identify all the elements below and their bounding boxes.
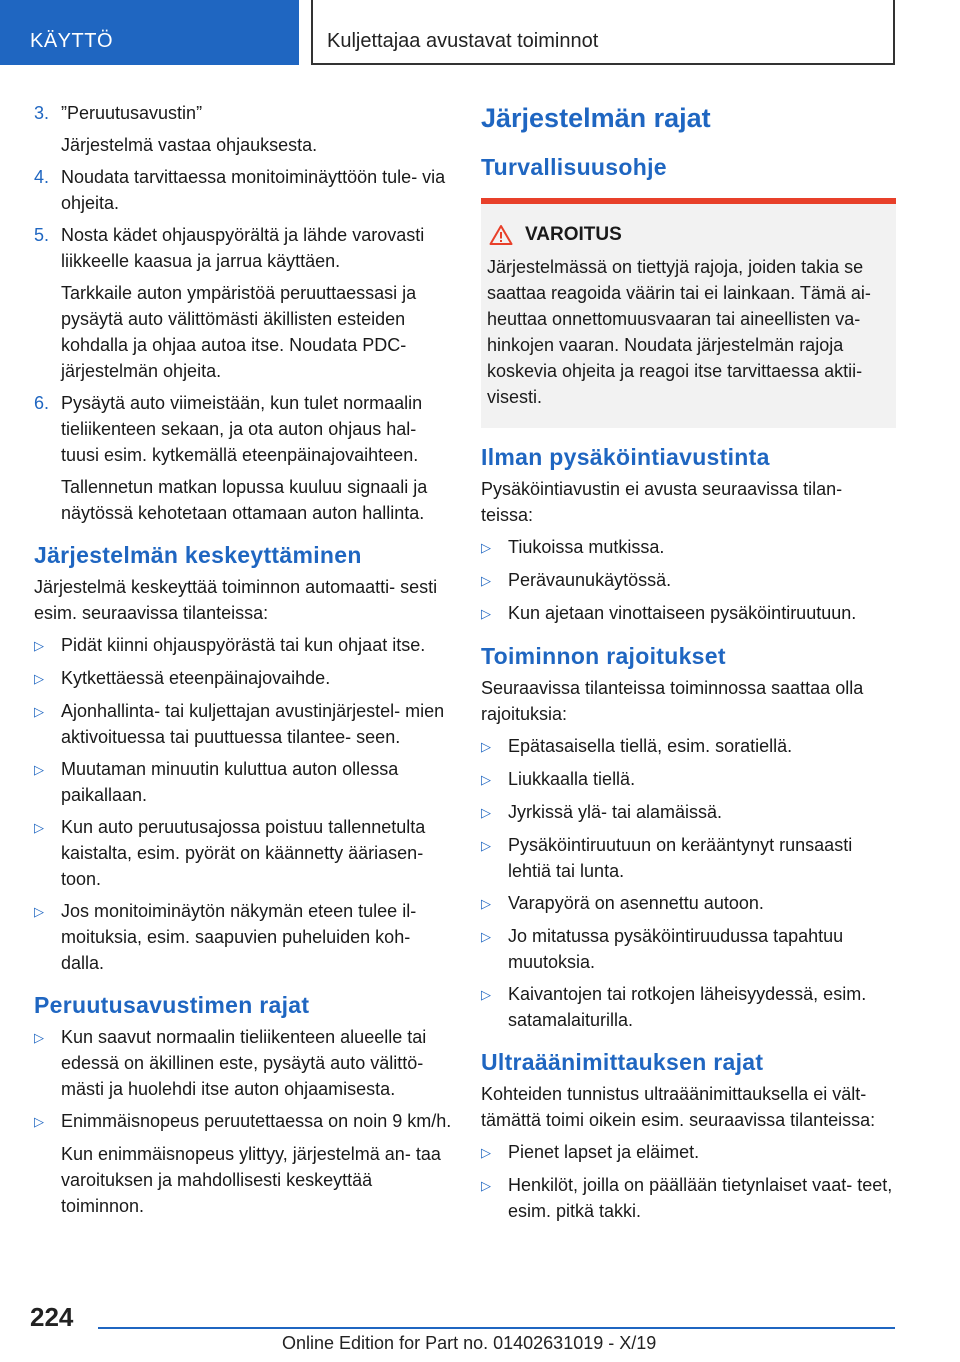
list-item [481,890,896,917]
section-intro: Pysäköintiavustin ei avusta seuraavissa tilan- teissa: [481,479,843,525]
step-text: Noudata tarvittaessa monitoiminäyttöön tule- via ohjeita. [61,167,446,213]
list-item-text: Pysäköintiruutuun on kerääntynyt runsaasti lehtiä tai lunta. [508,835,853,881]
list-item [34,1024,452,1102]
step-number: 4. [34,167,50,187]
list-item-text: Tiukoissa mutkissa. [508,537,665,557]
triangle-bullet-icon: ▷ [481,838,491,853]
triangle-bullet-icon: ▷ [481,573,491,588]
step-number: 5. [34,225,50,245]
list-item [481,1139,896,1166]
step-number: 6. [34,393,50,413]
step-item [34,222,452,274]
list-item-note: Kun enimmäisnopeus ylittyy, järjestelmä an- taa varoituksen ja mahdollisesti keskeyttää toiminnon. [61,1144,441,1216]
section-intro: Järjestelmä keskeyttää toiminnon automaatti- sesti esim. seuraavissa tilanteissa: [34,577,438,623]
list-item-text: Muutaman minuutin kuluttua auton ollessa paikallaan. [61,759,399,805]
triangle-bullet-icon: ▷ [34,671,44,686]
chapter-title: Kuljettajaa avustavat toiminnot [311,0,895,65]
list-item-text: Jyrkissä ylä- tai alamäissä. [508,802,723,822]
list-item-text: Pienet lapset ja eläimet. [508,1142,700,1162]
list-item-text: Jo mitatussa pysäköintiruudussa tapahtuu muutoksia. [508,926,844,972]
triangle-bullet-icon: ▷ [481,1178,491,1193]
list-item-text: Perävaunukäytössä. [508,570,672,590]
list-item-text: Kytkettäessä eteenpäinajovaihde. [61,668,331,688]
warning-box [481,198,896,428]
list-item-text: Ajonhallinta- tai kuljettajan avustinjärjestel- mien aktivoituessa tai puuttuessa tilantee- seen. [61,701,445,747]
triangle-bullet-icon: ▷ [481,929,491,944]
list-item-text: Kun saavut normaalin tieliikenteen alueelle tai edessä on äkillinen este, pysäytä auto välittö- mästi ja huolehdi itse auton ohjaamisesta. [61,1027,427,1099]
section-heading: Järjestelmän keskeyttäminen [34,542,362,568]
triangle-bullet-icon: ▷ [481,1145,491,1160]
step-note: Tarkkaile auton ympäristöä peruuttaessasi ja pysäytä auto välittömästi äkillisten esteiden kohdalla ja ohjaa autoa itse. Noudata PDC- järjestelmän ohjeita. [61,283,417,381]
step-note: Järjestelmä vastaa ohjauksesta. [61,135,318,155]
footer-text: Online Edition for Part no. 01402631019 - X/19 [282,1333,657,1353]
section-tab: KÄYTTÖ [0,0,299,65]
section-heading: Ilman pysäköintiavustinta [481,444,770,470]
list-item [481,1172,896,1224]
list-item [481,766,896,793]
list-item-text: Varapyörä on asennettu autoon. [508,893,764,913]
warning-triangle-icon [489,224,513,246]
list-item [34,1108,452,1135]
subheading: Turvallisuusohje [481,154,667,180]
list-item-text: Kun ajetaan vinottaiseen pysäköintiruutuun. [508,603,857,623]
list-item-text: Kaivantojen tai rotkojen läheisyydessä, esim. satamalaiturilla. [508,984,867,1030]
list-item [34,665,452,692]
triangle-bullet-icon: ▷ [481,772,491,787]
triangle-bullet-icon: ▷ [34,820,44,835]
step-item [34,390,452,468]
right-column [481,100,896,1230]
list-item [481,981,896,1033]
list-item [34,632,452,659]
list-item-text: Henkilöt, joilla on päällään tietynlaiset vaat- teet, esim. pitkä takki. [508,1175,893,1221]
list-item [481,567,896,594]
triangle-bullet-icon: ▷ [481,805,491,820]
section-intro: Kohteiden tunnistus ultraäänimittauksella ei vält- tämättä toimi oikein esim. seuraavissa tilanteissa: [481,1084,876,1130]
page-heading: Järjestelmän rajat [481,103,711,133]
list-item-text: Jos monitoiminäytön näkymän eteen tulee il- moituksia, esim. saapuvien puheluiden koh- dalla. [61,901,417,973]
triangle-bullet-icon: ▷ [34,762,44,777]
list-item [34,698,452,750]
step-text: ”Peruutusavustin” [61,103,203,123]
page-number: 224 [30,1302,74,1332]
list-item-text: Kun auto peruutusajossa poistuu tallennetulta kaistalta, esim. pyörät on käännetty ääriasen- toon. [61,817,426,889]
step-item [34,164,452,216]
triangle-bullet-icon: ▷ [34,1030,44,1045]
list-item [481,923,896,975]
triangle-bullet-icon: ▷ [481,739,491,754]
list-item-text: Enimmäisnopeus peruutettaessa on noin 9 km/h. [61,1111,452,1131]
list-item-text: Pidät kiinni ohjauspyörästä tai kun ohjaat itse. [61,635,426,655]
list-item [481,733,896,760]
list-item [34,756,452,808]
step-text: Nosta kädet ohjauspyörältä ja lähde varovasti liikkeelle kaasua ja jarrua käyttäen. [61,225,425,271]
triangle-bullet-icon: ▷ [34,1114,44,1129]
triangle-bullet-icon: ▷ [481,987,491,1002]
section-heading: Peruutusavustimen rajat [34,992,310,1018]
step-item [34,100,452,126]
list-item [481,832,896,884]
list-item [481,600,896,627]
triangle-bullet-icon: ▷ [34,638,44,653]
warning-label: VAROITUS [525,224,622,245]
triangle-bullet-icon: ▷ [481,896,491,911]
triangle-bullet-icon: ▷ [481,606,491,621]
list-item [34,814,452,892]
section-heading: Toiminnon rajoitukset [481,643,726,669]
list-item [481,799,896,826]
step-note: Tallennetun matkan lopussa kuuluu signaali ja näytössä kehotetaan ottamaan auton hallinta. [61,477,428,523]
triangle-bullet-icon: ▷ [481,540,491,555]
footer-divider [98,1327,895,1329]
triangle-bullet-icon: ▷ [34,704,44,719]
list-item-text: Epätasaisella tiellä, esim. soratiellä. [508,736,793,756]
left-column [34,100,452,1225]
section-intro: Seuraavissa tilanteissa toiminnossa saattaa olla rajoituksia: [481,678,864,724]
warning-text: Järjestelmässä on tiettyjä rajoja, joiden takia se saattaa reagoida väärin tai ei lainkaan. Tämä ai- heuttaa onnettomuusvaaran tai aineellisten va- hinkojen vaaran. Noudata järjestelmän rajoja koskevia ohjeita ja reagoi itse tarvittaessa aktii- visesti. [487,257,871,407]
triangle-bullet-icon: ▷ [34,904,44,919]
step-number: 3. [34,103,50,123]
step-text: Pysäytä auto viimeistään, kun tulet normaalin tieliikenteen sekaan, ja ota auton ohjaus hal- tuusi esim. kytkemällä eteenpäinajovaihteen. [61,393,423,465]
warning-header [487,224,888,246]
list-item [481,534,896,561]
list-item [34,898,452,976]
list-item-text: Liukkaalla tiellä. [508,769,636,789]
section-heading: Ultraäänimittauksen rajat [481,1049,764,1075]
